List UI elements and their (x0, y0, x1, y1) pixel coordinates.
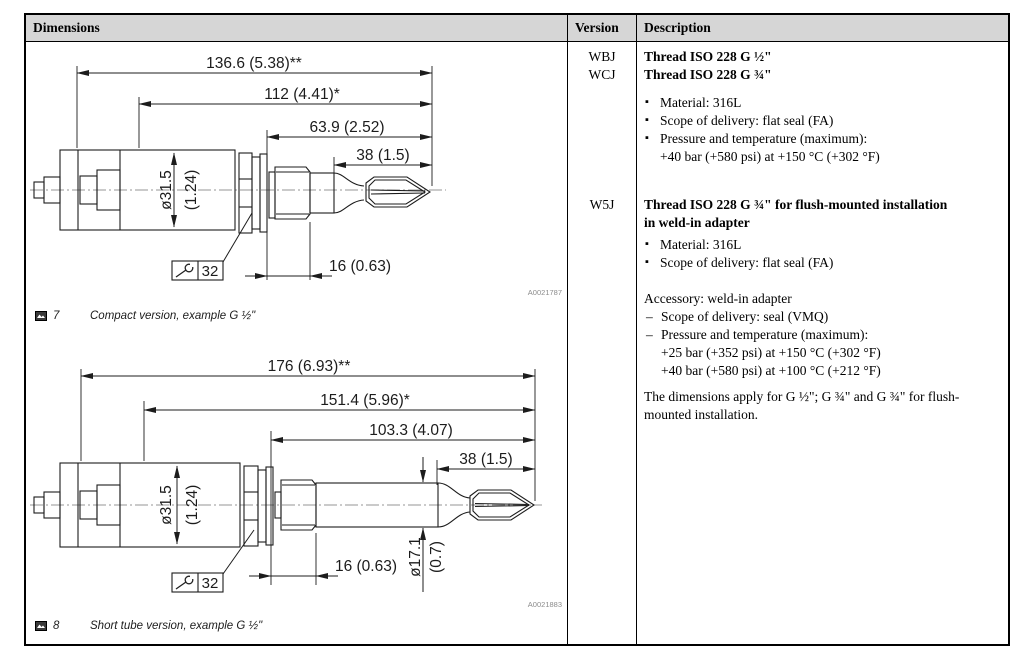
accessory-title: Accessory: weld-in adapter (644, 291, 792, 306)
image-code-2: A0021883 (527, 600, 562, 609)
dim-mid-label: 151.4 (5.96)* (320, 392, 410, 409)
figure-icon (35, 311, 47, 321)
spec-list-1 (644, 94, 1000, 166)
accessory-item: – Scope of delivery: seal (VMQ) (644, 308, 1000, 326)
figure8-text: Short tube version, example G ½" (90, 620, 263, 632)
list-item: ▪ Material: 316L (644, 236, 1000, 254)
dim-total-label: 176 (6.93)** (267, 358, 351, 375)
dimensions-table (24, 13, 1010, 646)
accessory-item-line: +40 bar (+580 psi) at +100 °C (+212 °F) (661, 363, 881, 378)
version-wcj: WCJ (588, 67, 616, 82)
figure8-caption (26, 620, 567, 636)
dim-fork-label: 38 (1.5) (356, 147, 410, 164)
thread-title-w5j-line1: Thread ISO 228 G ¾" for flush-mounted installation (644, 197, 948, 212)
figure7-caption (26, 310, 567, 326)
header-version: Version (575, 20, 619, 35)
description-cell (637, 43, 1008, 644)
tube-diameter-inch-label: (0.7) (428, 541, 445, 573)
diameter-label: ø31.5 (158, 170, 175, 210)
dim-thread-label: 16 (0.63) (328, 258, 392, 275)
list-item: ▪ Scope of delivery: flat seal (FA) (644, 254, 1000, 272)
diameter-label: ø31.5 (158, 485, 175, 525)
wrench-size-value: 32 (201, 575, 219, 592)
note-line: mounted installation. (644, 407, 758, 422)
figure-icon (35, 621, 47, 631)
dimensions-note (644, 388, 1000, 424)
dimensions-cell (26, 43, 567, 644)
spec-list-2 (644, 236, 1000, 272)
list-item: ▪ Scope of delivery: flat seal (FA) (644, 112, 1000, 130)
note-line: The dimensions apply for G ½"; G ¾" and G ¾" for flush- (644, 389, 960, 404)
wrench-size-callout (172, 573, 223, 592)
wrench-size-value: 32 (201, 263, 219, 280)
dim-inner-label: 63.9 (2.52) (309, 119, 385, 136)
dimension-lines (81, 376, 535, 592)
list-item: ▪ Material: 316L (644, 94, 1000, 112)
dim-total-label: 136.6 (5.38)** (206, 55, 302, 72)
accessory-block (644, 290, 1000, 380)
version-wbj: WBJ (588, 49, 616, 64)
dimension-lines (77, 73, 432, 276)
extension-lines (81, 369, 535, 585)
tube-diameter-label: ø17.1 (407, 537, 424, 577)
table-header-row (26, 15, 1008, 42)
diameter-inch-label: (1.24) (183, 169, 200, 211)
header-description: Description (644, 20, 711, 35)
wrench-size-callout (172, 261, 223, 280)
dim-mid-label: 112 (4.41)* (264, 86, 340, 103)
dim-inner-label: 103.3 (4.07) (369, 422, 453, 439)
diameter-inch-label: (1.24) (184, 484, 201, 526)
figure8-number: 8 (53, 620, 60, 632)
thread-title-w5j-line2: in weld-in adapter (644, 215, 750, 230)
list-item (644, 130, 1000, 166)
figure7-text: Compact version, example G ½" (90, 310, 256, 322)
extension-lines (77, 66, 432, 280)
list-item-line: +40 bar (+580 psi) at +150 °C (+302 °F) (660, 149, 880, 164)
short-tube-version-drawing (26, 345, 567, 644)
accessory-item-line: +25 bar (+352 psi) at +150 °C (+302 °F) (661, 345, 881, 360)
version-cell (568, 43, 636, 644)
version-w5j: W5J (589, 197, 615, 212)
accessory-item: – Pressure and temperature (maximum): (644, 326, 1000, 344)
image-code-1: A0021787 (527, 288, 562, 297)
list-item-line: ▪ Pressure and temperature (maximum): (660, 131, 868, 146)
compact-version-drawing (26, 40, 567, 340)
header-dimensions: Dimensions (33, 20, 100, 35)
dim-fork-label: 38 (1.5) (459, 451, 513, 468)
dim-thread-label: 16 (0.63) (334, 558, 398, 575)
thread-title-g12: Thread ISO 228 G ½" (644, 49, 772, 64)
thread-title-g34: Thread ISO 228 G ¾" (644, 67, 772, 82)
figure7-number: 7 (53, 310, 60, 322)
